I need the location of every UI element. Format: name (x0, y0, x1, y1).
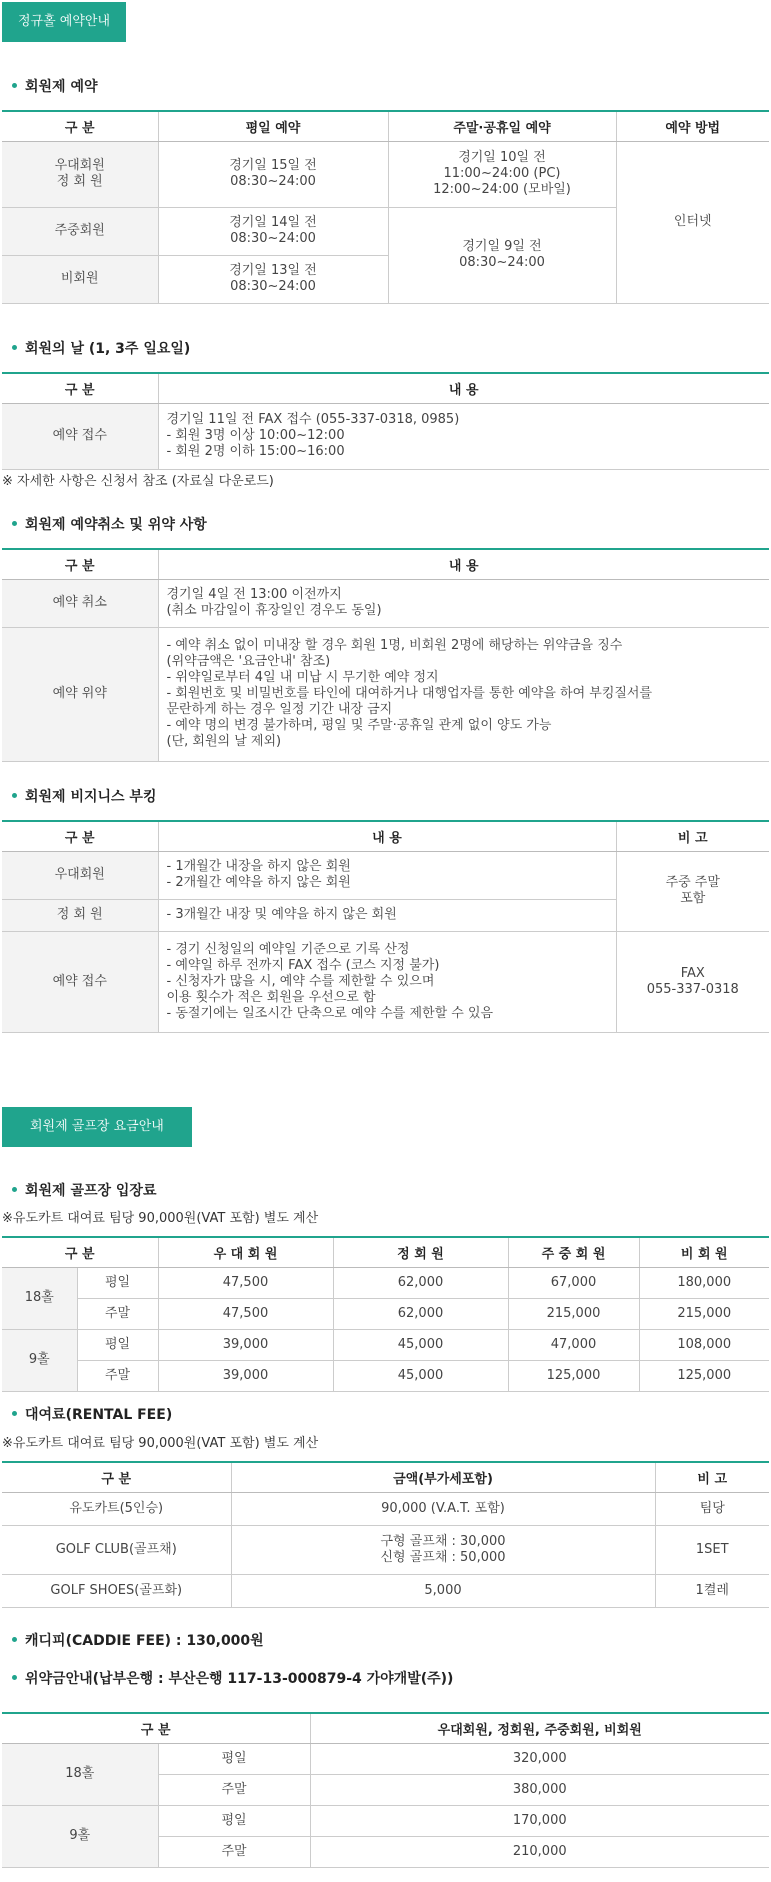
table-cell: 380,000 (310, 1774, 769, 1805)
business-booking-table (2, 820, 769, 1033)
row-sublabel: 평일 (77, 1329, 158, 1360)
section-title-member-day: 회원의 날 (1, 3주 일요일) (12, 338, 190, 358)
col-header: 주말·공휴일 예약 (388, 111, 616, 141)
col-header: 비 고 (655, 1462, 769, 1492)
row-sublabel: 주말 (158, 1836, 310, 1867)
row-label: 비회원 (2, 255, 158, 303)
col-header: 내 용 (158, 821, 616, 851)
table-cell: 39,000 (158, 1360, 333, 1391)
row-sublabel: 주말 (77, 1298, 158, 1329)
section-title-cancellation: 회원제 예약취소 및 위약 사항 (12, 514, 207, 534)
table-cell: - 경기 신청일의 예약일 기준으로 기록 산정 - 예약일 하루 전까지 FAX 접수 (코스 지정 불가) - 신청자가 많을 시, 예약 수를 제한할 수 있으며 이용 횟수가 적은 회원을 우선으로 함 - 동절기에는 일조시간 단축으로 예약 수를 제한할 수 있음 (158, 931, 616, 1032)
member-day-table (2, 372, 769, 470)
rental-fee-note: ※유도카트 대여료 팀당 90,000원(VAT 포함) 별도 계산 (2, 1436, 319, 1451)
table-cell: 경기일 13일 전 08:30~24:00 (158, 255, 388, 303)
row-label: 9홀 (2, 1805, 158, 1867)
col-header: 구 분 (2, 821, 158, 851)
bullet-icon (12, 793, 17, 798)
row-label: 18홀 (2, 1743, 158, 1805)
row-sublabel: 평일 (158, 1743, 310, 1774)
table-cell: 125,000 (508, 1360, 639, 1391)
table-cell: GOLF SHOES(골프화) (2, 1574, 231, 1607)
row-label: 우대회원 (2, 851, 158, 899)
bullet-icon (12, 1637, 17, 1642)
col-header: 평일 예약 (158, 111, 388, 141)
bullet-icon (12, 1675, 17, 1680)
col-header: 구 분 (2, 373, 158, 403)
table-cell: 경기일 14일 전 08:30~24:00 (158, 207, 388, 255)
table-cell: GOLF CLUB(골프채) (2, 1525, 231, 1574)
table-cell: FAX 055-337-0318 (616, 931, 769, 1032)
table-cell: 47,500 (158, 1267, 333, 1298)
col-header: 우대회원, 정회원, 주중회원, 비회원 (310, 1713, 769, 1743)
col-header: 구 분 (2, 111, 158, 141)
row-label: 정 회 원 (2, 899, 158, 931)
col-header: 구 분 (2, 549, 158, 579)
row-sublabel: 평일 (158, 1805, 310, 1836)
col-header: 내 용 (158, 373, 769, 403)
row-label: 주중회원 (2, 207, 158, 255)
table-cell: 1켤레 (655, 1574, 769, 1607)
section-title-green-fee: 회원제 골프장 입장료 (12, 1180, 156, 1200)
row-label: 예약 취소 (2, 579, 158, 627)
table-cell: 1SET (655, 1525, 769, 1574)
row-sublabel: 평일 (77, 1267, 158, 1298)
bullet-icon (12, 83, 17, 88)
table-cell: 45,000 (333, 1360, 508, 1391)
row-label: 예약 접수 (2, 403, 158, 469)
table-cell: 47,500 (158, 1298, 333, 1329)
reservation-guide-tab[interactable]: 정규홀 예약안내 (2, 2, 126, 42)
table-cell: 62,000 (333, 1298, 508, 1329)
green-fee-table (2, 1236, 769, 1392)
rental-fee-table (2, 1461, 769, 1608)
section-title-caddie-fee: 캐디피(CADDIE FEE) : 130,000원 (12, 1630, 264, 1650)
table-cell: 320,000 (310, 1743, 769, 1774)
cancellation-table (2, 548, 769, 762)
row-label: 예약 접수 (2, 931, 158, 1032)
table-cell: 215,000 (508, 1298, 639, 1329)
green-fee-note: ※유도카트 대여료 팀당 90,000원(VAT 포함) 별도 계산 (2, 1211, 319, 1226)
table-cell: 39,000 (158, 1329, 333, 1360)
section-title-business-booking: 회원제 비지니스 부킹 (12, 786, 156, 806)
table-cell: 경기일 15일 전 08:30~24:00 (158, 141, 388, 207)
bullet-icon (12, 1187, 17, 1192)
table-cell: 90,000 (V.A.T. 포함) (231, 1492, 655, 1525)
table-cell: 125,000 (639, 1360, 769, 1391)
row-sublabel: 주말 (77, 1360, 158, 1391)
table-cell: 5,000 (231, 1574, 655, 1607)
fee-guide-tab[interactable]: 회원제 골프장 요금안내 (2, 1107, 192, 1147)
bullet-icon (12, 345, 17, 350)
table-cell: 유도카트(5인승) (2, 1492, 231, 1525)
table-cell: 47,000 (508, 1329, 639, 1360)
penalty-table (2, 1712, 769, 1868)
table-cell: 인터넷 (616, 141, 769, 303)
table-cell: 108,000 (639, 1329, 769, 1360)
row-label: 18홀 (2, 1267, 77, 1329)
table-cell: 경기일 9일 전 08:30~24:00 (388, 207, 616, 303)
table-cell: 구형 골프채 : 30,000 신형 골프채 : 50,000 (231, 1525, 655, 1574)
col-header: 주 중 회 원 (508, 1237, 639, 1267)
section-title-rental-fee: 대여료(RENTAL FEE) (12, 1404, 172, 1424)
table-cell: 경기일 11일 전 FAX 접수 (055-337-0318, 0985) - 회원 3명 이상 10:00~12:00 - 회원 2명 이하 15:00~16:00 (158, 403, 769, 469)
col-header: 구 분 (2, 1713, 310, 1743)
table-cell: - 예약 취소 없이 미내장 할 경우 회원 1명, 비회원 2명에 해당하는 위약금을 징수 (위약금액은 '요금안내' 참조) - 위약일로부터 4일 내 미납 시 무기한 예약 정지 - 회원번호 및 비밀번호를 타인에 대여하거나 대행업자를 통한 예약을 하여 부킹질서를 문란하게 하는 경우 일정 기간 내장 금지 - 예약 명의 변경 불가하며, 평일 및 주말·공휴일 관계 없이 양도 가능 (단, 회원의 날 제외) (158, 627, 769, 761)
col-header: 우 대 회 원 (158, 1237, 333, 1267)
section-title-penalty: 위약금안내(납부은행 : 부산은행 117-13-000879-4 가야개발(주)) (12, 1668, 453, 1688)
table-cell: 67,000 (508, 1267, 639, 1298)
table-cell: 215,000 (639, 1298, 769, 1329)
table-cell: 경기일 10일 전 11:00~24:00 (PC) 12:00~24:00 (모바일) (388, 141, 616, 207)
table-cell: 경기일 4일 전 13:00 이전까지 (취소 마감일이 휴장일인 경우도 동일) (158, 579, 769, 627)
col-header: 비 고 (616, 821, 769, 851)
bullet-icon (12, 521, 17, 526)
row-label: 9홀 (2, 1329, 77, 1391)
row-sublabel: 주말 (158, 1774, 310, 1805)
col-header: 정 회 원 (333, 1237, 508, 1267)
row-label: 예약 위약 (2, 627, 158, 761)
col-header: 예약 방법 (616, 111, 769, 141)
col-header: 비 회 원 (639, 1237, 769, 1267)
member-reservation-table (2, 110, 769, 304)
table-cell: - 3개월간 내장 및 예약을 하지 않은 회원 (158, 899, 616, 931)
bullet-icon (12, 1411, 17, 1416)
table-cell: 210,000 (310, 1836, 769, 1867)
row-label: 우대회원 정 회 원 (2, 141, 158, 207)
table-cell: 170,000 (310, 1805, 769, 1836)
col-header: 내 용 (158, 549, 769, 579)
table-cell: 팀당 (655, 1492, 769, 1525)
table-cell: 180,000 (639, 1267, 769, 1298)
table-cell: 62,000 (333, 1267, 508, 1298)
table-cell: - 1개월간 내장을 하지 않은 회원 - 2개월간 예약을 하지 않은 회원 (158, 851, 616, 899)
col-header: 구 분 (2, 1237, 158, 1267)
col-header: 구 분 (2, 1462, 231, 1492)
section-title-member-reservation: 회원제 예약 (12, 76, 98, 96)
table-cell: 주중 주말 포함 (616, 851, 769, 931)
col-header: 금액(부가세포함) (231, 1462, 655, 1492)
member-day-note: ※ 자세한 사항은 신청서 참조 (자료실 다운로드) (2, 474, 274, 489)
table-cell: 45,000 (333, 1329, 508, 1360)
